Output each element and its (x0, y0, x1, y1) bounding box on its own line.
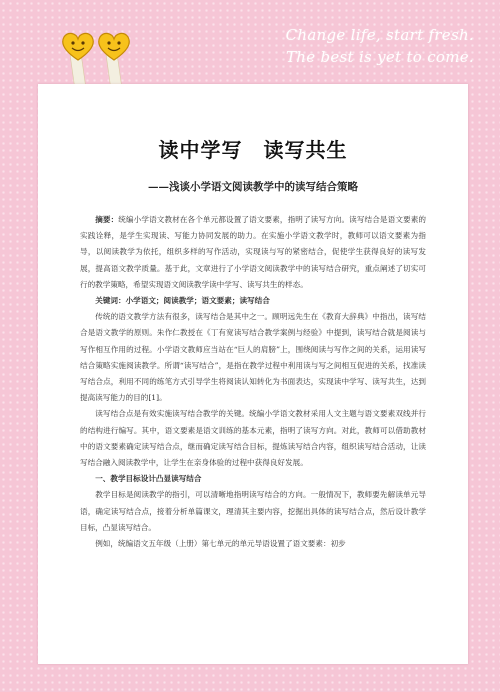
page-title: 读中学写 读写共生 (158, 138, 348, 162)
abstract-label: 摘要： (95, 215, 119, 224)
page-subtitle: ——浅谈小学语文阅读教学中的读写结合策略 (148, 181, 358, 193)
decor-slogan-1: Change life, start fresh. (285, 26, 474, 44)
abstract-text: 统编小学语文教材在各个单元都设置了语文要素，指明了读写方向。读写结合是语文要素的实践诠释，是学生实现读、写能力协同发展的助力。在实施小学语文教学时，教师可以语文要素为指导，以阅读教学为依托，组织多样的写作活动，实现读与写的紧密结合，促使学生获得良好的读写发展，提高语文教学质量。基于此，文章进行了小学语文阅读教学中的读写结合研究，重点阐述了切实可行的教学策略，希望实现语文阅读教学读中学写、读写共生的样态。 (80, 215, 427, 289)
decor-slogan-2: The best is yet to come. (285, 48, 474, 66)
document-page (38, 84, 468, 664)
body-paragraph-1: 传统的语文教学方法有很多，读写结合是其中之一。顾明远先生在《教育大辞典》中指出，读写结合是语文教学的原则。朱作仁教授在《丁有宽读写结合教学案例与经验》中提到，读写结合就是阅读与写作相互作用的过程。小学语文教师应当站在“巨人的肩膀”上，围绕阅读与写作之间的关系，运用读写结合策略实施阅读教学。所谓“读写结合”，是指在教学过程中利用读与写之间相互促进的关系，找准读写结合点，利用不同的练笔方式引导学生将阅读认知转化为书面表达，实现读中学写、读写共生，达到提高读写能力的目的[1]。 (80, 312, 426, 403)
section-heading-1: 一、教学目标设计凸显读写结合 (95, 474, 202, 484)
article-body (80, 212, 426, 552)
heart-clips-icon (58, 30, 138, 90)
abstract-paragraph (80, 212, 426, 293)
body-paragraph-2: 读写结合点是有效实施读写结合教学的关键。统编小学语文教材采用人文主题与语文要素双线并行的结构进行编写。其中，语文要素是语文训练的基本元素，指明了读写方向。对此，教师可以借助教材中的语文要素确定读写结合点，继而确定读写结合目标，提炼读写结合内容，组织读写结合活动，让读写结合融入阅读教学中，让学生在亲身体验的过程中获得良好发展。 (80, 409, 426, 468)
body-paragraph-3: 教学目标是阅读教学的指引，可以清晰地指明读写结合的方向。一般情况下，教师要先解读单元导语，确定读写结合点，接着分析单篇课文，理清其主要内容，挖掘出具体的读写结合点，然后设计教学目标，凸显读写结合。 (80, 490, 426, 532)
body-paragraph-4: 例如，统编语文五年级（上册）第七单元的单元导语设置了语文要素：初步 (95, 539, 346, 549)
keywords-text: 小学语文；阅读教学；语文要素；读写结合 (125, 296, 270, 306)
keywords-paragraph (80, 293, 426, 309)
keywords-label: 关键词： (95, 296, 126, 306)
